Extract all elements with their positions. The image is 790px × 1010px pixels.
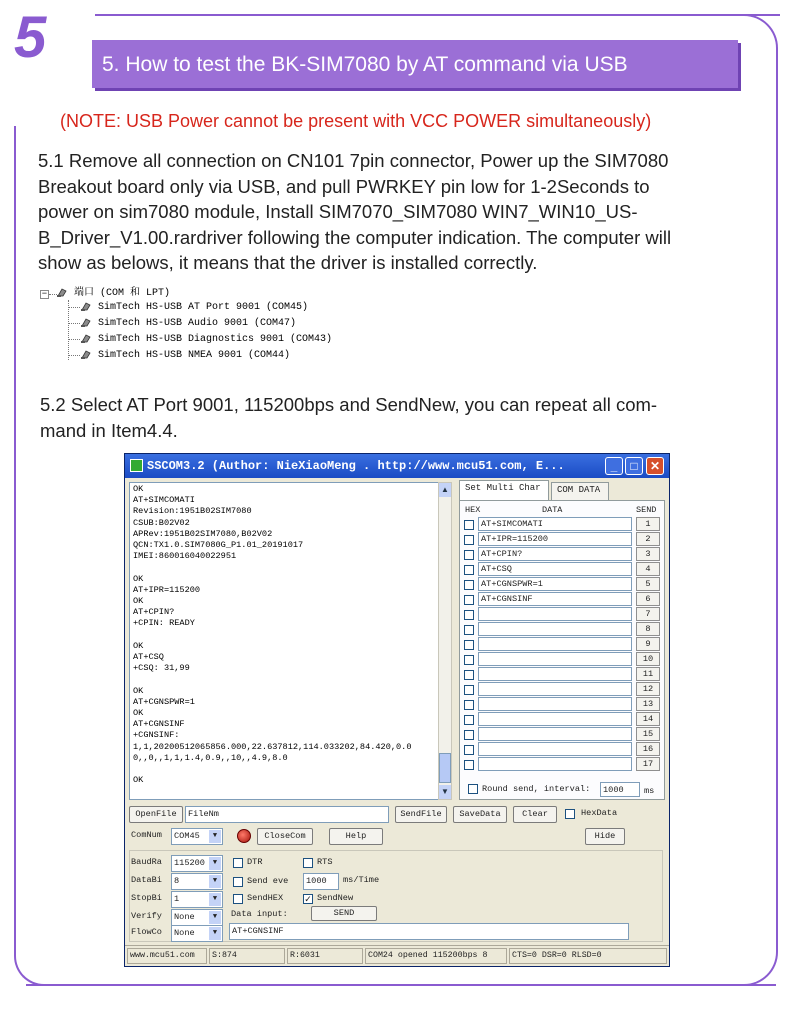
- dtr-label: DTR: [247, 857, 263, 867]
- dropdown-arrow-icon[interactable]: ▼: [209, 911, 221, 924]
- stop-bits-value: 1: [174, 894, 180, 904]
- send-button[interactable]: SEND: [311, 906, 377, 921]
- tree-root-label: 端口 (COM 和 LPT): [74, 288, 171, 300]
- window-title-bar[interactable]: [125, 454, 669, 478]
- command-row: [460, 532, 666, 547]
- flow-control-label: FlowCo: [131, 927, 162, 937]
- send-interval-unit: ms/Time: [343, 875, 380, 885]
- scroll-up-arrow-icon[interactable]: ▲: [439, 483, 451, 497]
- tree-item-label: SimTech HS-USB Diagnostics 9001 (COM43): [98, 334, 333, 346]
- command-row: [460, 592, 666, 607]
- command-input[interactable]: [478, 682, 632, 696]
- frame-top-border: [95, 14, 780, 16]
- send-command-button[interactable]: 7: [636, 607, 660, 621]
- step-5-2-paragraph: [40, 392, 760, 443]
- dropdown-arrow-icon[interactable]: ▼: [209, 857, 221, 870]
- tree-connector: [68, 355, 80, 356]
- hex-column-header: HEX: [465, 505, 481, 515]
- tab-set-multi-char[interactable]: Set Multi Char: [459, 480, 549, 500]
- send-command-button[interactable]: 6: [636, 592, 660, 606]
- dropdown-arrow-icon[interactable]: ▼: [209, 927, 221, 940]
- hex-data-checkbox[interactable]: [565, 809, 575, 819]
- flow-control-value: None: [174, 928, 195, 938]
- command-row: [460, 637, 666, 652]
- send-command-button[interactable]: 16: [636, 742, 660, 756]
- command-input[interactable]: [478, 667, 632, 681]
- hex-checkbox[interactable]: [464, 625, 474, 635]
- scroll-down-arrow-icon[interactable]: ▼: [439, 785, 451, 799]
- dtr-checkbox[interactable]: [233, 858, 243, 868]
- send-hex-label: SendHEX: [247, 893, 284, 903]
- com-num-select[interactable]: [171, 828, 223, 845]
- hex-checkbox[interactable]: [464, 535, 474, 545]
- step-5-2-line: 5.2 Select AT Port 9001, 115200bps and SendNew, you can repeat all com-: [40, 394, 658, 415]
- round-send-checkbox[interactable]: [468, 784, 478, 794]
- dropdown-arrow-icon[interactable]: ▼: [209, 830, 221, 843]
- command-input[interactable]: AT+IPR=115200: [478, 532, 632, 546]
- send-new-label: SendNew: [317, 893, 354, 903]
- hex-checkbox[interactable]: [464, 640, 474, 650]
- command-row: [460, 547, 666, 562]
- tree-connector: [68, 307, 80, 308]
- command-row: [460, 622, 666, 637]
- open-file-button[interactable]: OpenFile: [129, 806, 183, 823]
- collapse-icon[interactable]: −: [41, 289, 48, 299]
- command-input[interactable]: [478, 652, 632, 666]
- stop-bits-select[interactable]: [171, 891, 223, 908]
- sscom-window: [124, 453, 670, 967]
- receive-text: OK AT+SIMCOMATI Revision:1951B02SIM7080 CSUB:B02V02 APRev:1951B02SIM7080,B02V02 QCN:TX1.0.SIM7080G_P1.01_20191017 IMEI:860016040022951 OK AT+IPR=115200 OK AT+CPIN? +CPIN: READY OK AT+CSQ +CSQ: 31,99 OK AT+CGNSPWR=1 OK AT+CGNSINF +CGNSINF: 1,1,20200512065856.000,22.637812,114.033202,84.420,0.0 0,,0,,1,1,1.4,0.9,,10,,4.9,8.0 OK: [133, 484, 412, 786]
- send-interval-input[interactable]: 1000: [303, 873, 339, 890]
- usb-power-note: (NOTE: USB Power cannot be present with VCC POWER simultaneously): [60, 111, 652, 131]
- command-row: [460, 652, 666, 667]
- hex-checkbox[interactable]: [464, 685, 474, 695]
- command-input[interactable]: [478, 697, 632, 711]
- verify-value: None: [174, 912, 195, 922]
- step-5-1-paragraph: [38, 148, 758, 276]
- command-input[interactable]: [478, 637, 632, 651]
- send-command-button[interactable]: 5: [636, 577, 660, 591]
- receive-scrollbar[interactable]: [438, 482, 452, 800]
- hex-checkbox[interactable]: [464, 670, 474, 680]
- rts-checkbox[interactable]: [303, 858, 313, 868]
- send-every-checkbox[interactable]: [233, 877, 243, 887]
- port-connector-icon: [80, 349, 92, 360]
- command-row: [460, 727, 666, 742]
- port-connector-icon: [80, 301, 92, 312]
- hex-checkbox[interactable]: [464, 715, 474, 725]
- command-row: [460, 757, 666, 772]
- section-title-bar: [92, 40, 738, 88]
- data-input-label: Data input:: [231, 909, 288, 919]
- command-input[interactable]: AT+SIMCOMATI: [478, 517, 632, 531]
- send-command-button[interactable]: 3: [636, 547, 660, 561]
- hex-checkbox[interactable]: [464, 655, 474, 665]
- send-file-button[interactable]: SendFile: [395, 806, 447, 823]
- tree-item-at-port[interactable]: [80, 301, 308, 315]
- status-port-info: COM24 opened 115200bps 8: [365, 948, 507, 964]
- command-input[interactable]: [478, 607, 632, 621]
- close-button[interactable]: ✕: [646, 457, 664, 475]
- send-every-label: Send eve: [247, 876, 289, 886]
- tree-item-nmea-port[interactable]: [80, 349, 290, 363]
- command-input[interactable]: AT+CPIN?: [478, 547, 632, 561]
- com-num-value: COM45: [174, 831, 200, 841]
- send-new-checkbox[interactable]: ✓: [304, 894, 312, 904]
- section-number: 5: [14, 5, 47, 70]
- maximize-button[interactable]: □: [625, 457, 643, 475]
- rts-label: RTS: [317, 857, 333, 867]
- hex-checkbox[interactable]: [464, 700, 474, 710]
- tree-item-label: SimTech HS-USB NMEA 9001 (COM44): [98, 350, 291, 362]
- hide-button[interactable]: Hide: [585, 828, 625, 845]
- tree-connector: [68, 300, 69, 360]
- data-bits-select[interactable]: [171, 873, 223, 890]
- tree-root-ports[interactable]: [56, 287, 170, 301]
- tab-com-data[interactable]: COM DATA: [551, 482, 609, 500]
- hex-checkbox[interactable]: [464, 595, 474, 605]
- status-sent-count: S:874: [209, 948, 285, 964]
- data-bits-label: DataBi: [131, 875, 162, 885]
- step-5-1-line: B_Driver_V1.00.rardriver following the computer indication. The computer will: [38, 226, 672, 248]
- send-column-header: SEND: [636, 505, 657, 515]
- status-received-count: R:6031: [287, 948, 363, 964]
- tree-item-audio-port[interactable]: [80, 317, 296, 331]
- tree-item-label: SimTech HS-USB AT Port 9001 (COM45): [98, 302, 309, 314]
- command-row: [460, 577, 666, 592]
- dropdown-arrow-icon[interactable]: ▼: [209, 893, 221, 906]
- hex-checkbox[interactable]: [464, 730, 474, 740]
- round-send-label: Round send, interval:: [482, 784, 591, 794]
- file-name-input[interactable]: FileNm: [185, 806, 389, 823]
- command-input[interactable]: [478, 742, 632, 756]
- command-input[interactable]: [478, 712, 632, 726]
- tree-connector: [68, 323, 80, 324]
- command-row: [460, 607, 666, 622]
- command-input[interactable]: [478, 757, 632, 771]
- step-5-1-line: 5.1 Remove all connection on CN101 7pin connector, Power up the SIM7080: [38, 150, 669, 171]
- hex-checkbox[interactable]: [464, 610, 474, 620]
- baud-rate-label: BaudRa: [131, 857, 162, 867]
- send-command-button[interactable]: 9: [636, 637, 660, 651]
- send-command-button[interactable]: 2: [636, 532, 660, 546]
- scroll-thumb[interactable]: [439, 753, 451, 783]
- send-command-button[interactable]: 4: [636, 562, 660, 576]
- com-num-label: ComNum: [131, 830, 162, 840]
- stop-bits-label: StopBi: [131, 893, 162, 903]
- baud-rate-value: 115200: [174, 858, 205, 868]
- tree-connector: [68, 339, 80, 340]
- flow-control-select[interactable]: [171, 925, 223, 942]
- status-line-signals: CTS=0 DSR=0 RLSD=0: [509, 948, 667, 964]
- data-bits-value: 8: [174, 876, 180, 886]
- step-5-1-line: power on sim7080 module, Install SIM7070_SIM7080 WIN7_WIN10_US-: [38, 201, 638, 222]
- hex-checkbox[interactable]: [464, 565, 474, 575]
- command-input[interactable]: AT+CGNSPWR=1: [478, 577, 632, 591]
- command-input[interactable]: AT+CSQ: [478, 562, 632, 576]
- send-command-button[interactable]: 17: [636, 757, 660, 771]
- window-title: SSCOM3.2 (Author: NieXiaoMeng . http://www.mcu51.com, E...: [147, 459, 565, 473]
- send-hex-checkbox[interactable]: [233, 894, 243, 904]
- status-bar: [125, 945, 669, 965]
- verify-label: Verify: [131, 911, 162, 921]
- hex-checkbox[interactable]: [464, 745, 474, 755]
- data-column-header: DATA: [542, 505, 563, 515]
- device-manager-tree: [36, 282, 336, 368]
- command-row: [460, 697, 666, 712]
- status-site: www.mcu51.com: [127, 948, 207, 964]
- step-5-1-line: Breakout board only via USB, and pull PWRKEY pin low for 1-2Seconds to: [38, 175, 650, 197]
- verify-select[interactable]: [171, 909, 223, 926]
- section-title: 5. How to test the BK-SIM7080 by AT command via USB: [102, 53, 628, 76]
- data-input-field[interactable]: AT+CGNSINF: [229, 923, 629, 940]
- hex-checkbox[interactable]: [464, 520, 474, 530]
- command-input[interactable]: AT+CGNSINF: [478, 592, 632, 606]
- clear-button[interactable]: Clear: [513, 806, 557, 823]
- receive-area[interactable]: [129, 482, 441, 800]
- command-input[interactable]: [478, 622, 632, 636]
- hex-checkbox[interactable]: [464, 580, 474, 590]
- round-send-control: [468, 782, 660, 798]
- com-status-light-icon: [237, 829, 251, 843]
- frame-bottom-border: [26, 984, 776, 986]
- port-connector-icon: [56, 287, 68, 298]
- hex-checkbox[interactable]: [464, 760, 474, 770]
- command-row: [460, 562, 666, 577]
- send-command-button[interactable]: 15: [636, 727, 660, 741]
- tree-item-diagnostics-port[interactable]: [80, 333, 332, 347]
- send-command-button[interactable]: 8: [636, 622, 660, 636]
- command-row: [460, 712, 666, 727]
- send-command-button[interactable]: 13: [636, 697, 660, 711]
- command-row: [460, 742, 666, 757]
- minimize-button[interactable]: _: [605, 457, 623, 475]
- dropdown-arrow-icon[interactable]: ▼: [209, 875, 221, 888]
- send-command-button[interactable]: 11: [636, 667, 660, 681]
- help-button[interactable]: Help: [329, 828, 383, 845]
- tree-item-label: SimTech HS-USB Audio 9001 (COM47): [98, 318, 297, 330]
- command-input[interactable]: [478, 727, 632, 741]
- step-5-2-line: mand in Item4.4.: [40, 419, 178, 441]
- command-row: [460, 517, 666, 532]
- multi-char-panel: [459, 500, 665, 800]
- step-5-1-line: show as belows, it means that the driver is installed correctly.: [38, 252, 538, 273]
- baud-rate-select[interactable]: [171, 855, 223, 872]
- save-data-button[interactable]: SaveData: [453, 806, 507, 823]
- port-connector-icon: [80, 317, 92, 328]
- command-row: [460, 667, 666, 682]
- hex-data-label: HexData: [581, 808, 618, 818]
- round-send-interval-input[interactable]: 1000: [600, 782, 640, 797]
- send-command-button[interactable]: 1: [636, 517, 660, 531]
- close-com-button[interactable]: CloseCom: [257, 828, 313, 845]
- send-command-button[interactable]: 14: [636, 712, 660, 726]
- command-row: [460, 682, 666, 697]
- hex-checkbox[interactable]: [464, 550, 474, 560]
- round-send-unit: ms: [644, 786, 655, 796]
- send-command-button[interactable]: 12: [636, 682, 660, 696]
- send-command-button[interactable]: 10: [636, 652, 660, 666]
- app-icon: [130, 459, 143, 472]
- port-connector-icon: [80, 333, 92, 344]
